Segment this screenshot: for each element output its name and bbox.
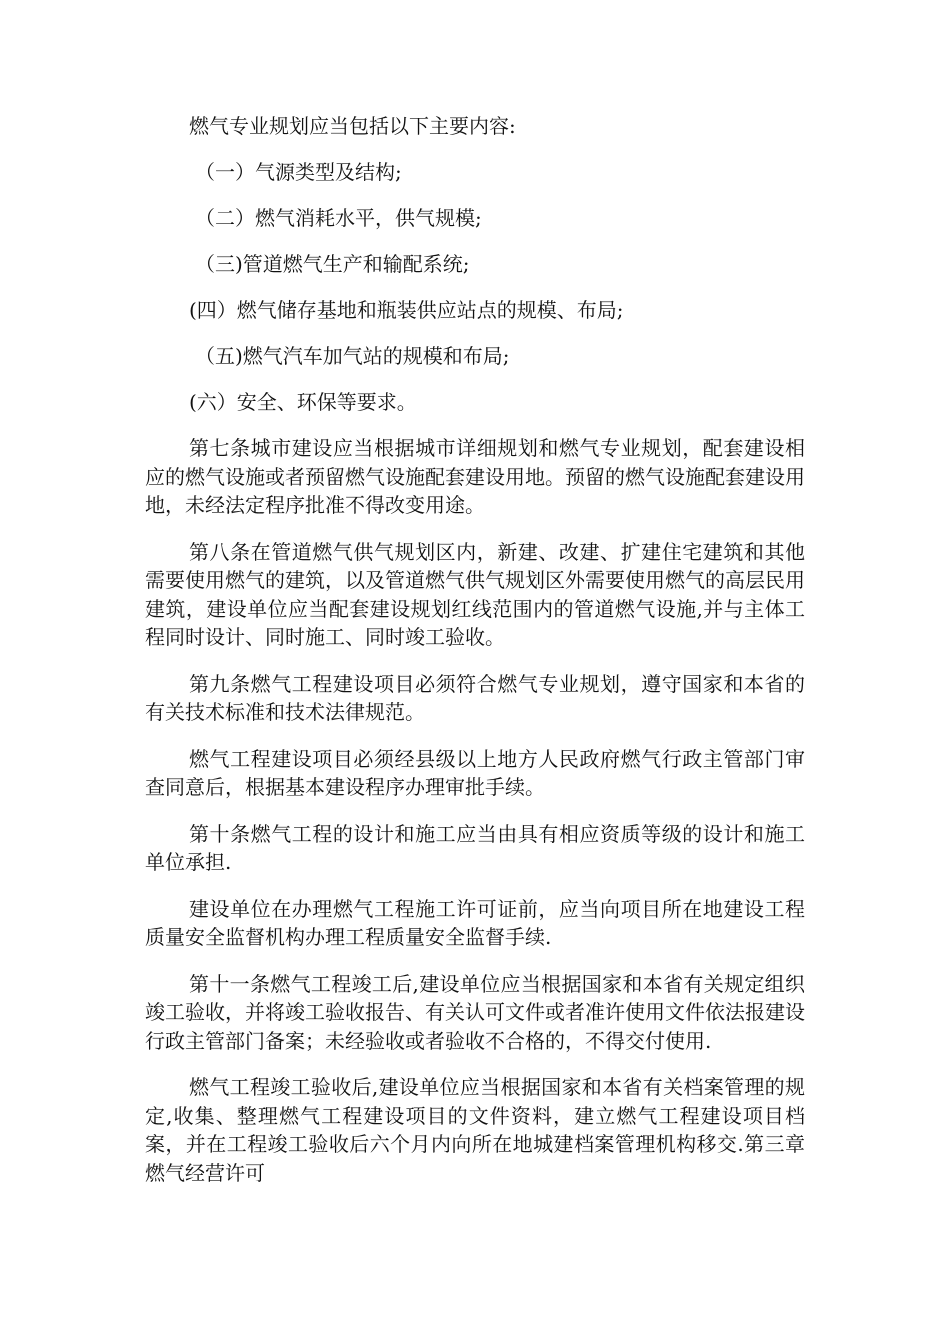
paragraph-article-7: 第七条城市建设应当根据城市详细规划和燃气专业规划，配套建设相应的燃气设施或者预留燃气设施配套建设用地。预留的燃气设施配套建设用地，未经法定程序批准不得改变用途。 xyxy=(145,436,805,517)
paragraph-article-10: 第十条燃气工程的设计和施工应当由具有相应资质等级的设计和施工单位承担. xyxy=(145,821,805,874)
paragraph-article-11: 第十一条燃气工程竣工后,建设单位应当根据国家和本省有关规定组织竣工验收，并将竣工验收报告、有关认可文件或者准许使用文件依法报建设行政主管部门备案；未经验收或者验收不合格的，不得交付使用. xyxy=(145,971,805,1053)
list-item-6: (六）安全、环保等要求。 xyxy=(189,390,417,414)
list-item-1: （一）气源类型及结构; xyxy=(195,160,402,184)
paragraph-intro: 燃气专业规划应当包括以下主要内容: xyxy=(189,114,516,138)
paragraph-archive: 燃气工程竣工验收后,建设单位应当根据国家和本省有关档案管理的规定,收集、整理燃气工程建设项目的文件资料，建立燃气工程建设项目档案，并在工程竣工验收后六个月内向所在地城建档案管理机构移交.第三章燃气经营许可 xyxy=(145,1075,805,1185)
paragraph-article-9: 第九条燃气工程建设项目必须符合燃气专业规划，遵守国家和本省的有关技术标准和技术法律规范。 xyxy=(145,671,805,724)
paragraph-permit: 建设单位在办理燃气工程施工许可证前，应当向项目所在地建设工程质量安全监督机构办理工程质量安全监督手续. xyxy=(145,896,805,949)
list-item-3: （三)管道燃气生产和输配系统; xyxy=(195,252,470,276)
paragraph-approval: 燃气工程建设项目必须经县级以上地方人民政府燃气行政主管部门审查同意后，根据基本建设程序办理审批手续。 xyxy=(145,746,805,799)
list-item-4: (四）燃气储存基地和瓶装供应站点的规模、布局; xyxy=(189,298,624,322)
list-item-5: （五)燃气汽车加气站的规模和布局; xyxy=(195,344,510,368)
document-body xyxy=(145,112,805,1205)
list-item-2: （二）燃气消耗水平，供气规模; xyxy=(195,206,482,230)
paragraph-article-8: 第八条在管道燃气供气规划区内，新建、改建、扩建住宅建筑和其他需要使用燃气的建筑，以及管道燃气供气规划区外需要使用燃气的高层民用建筑，建设单位应当配套建设规划红线范围内的管道燃气设施,并与主体工程同时设计、同时施工、同时竣工验收。 xyxy=(145,539,805,649)
